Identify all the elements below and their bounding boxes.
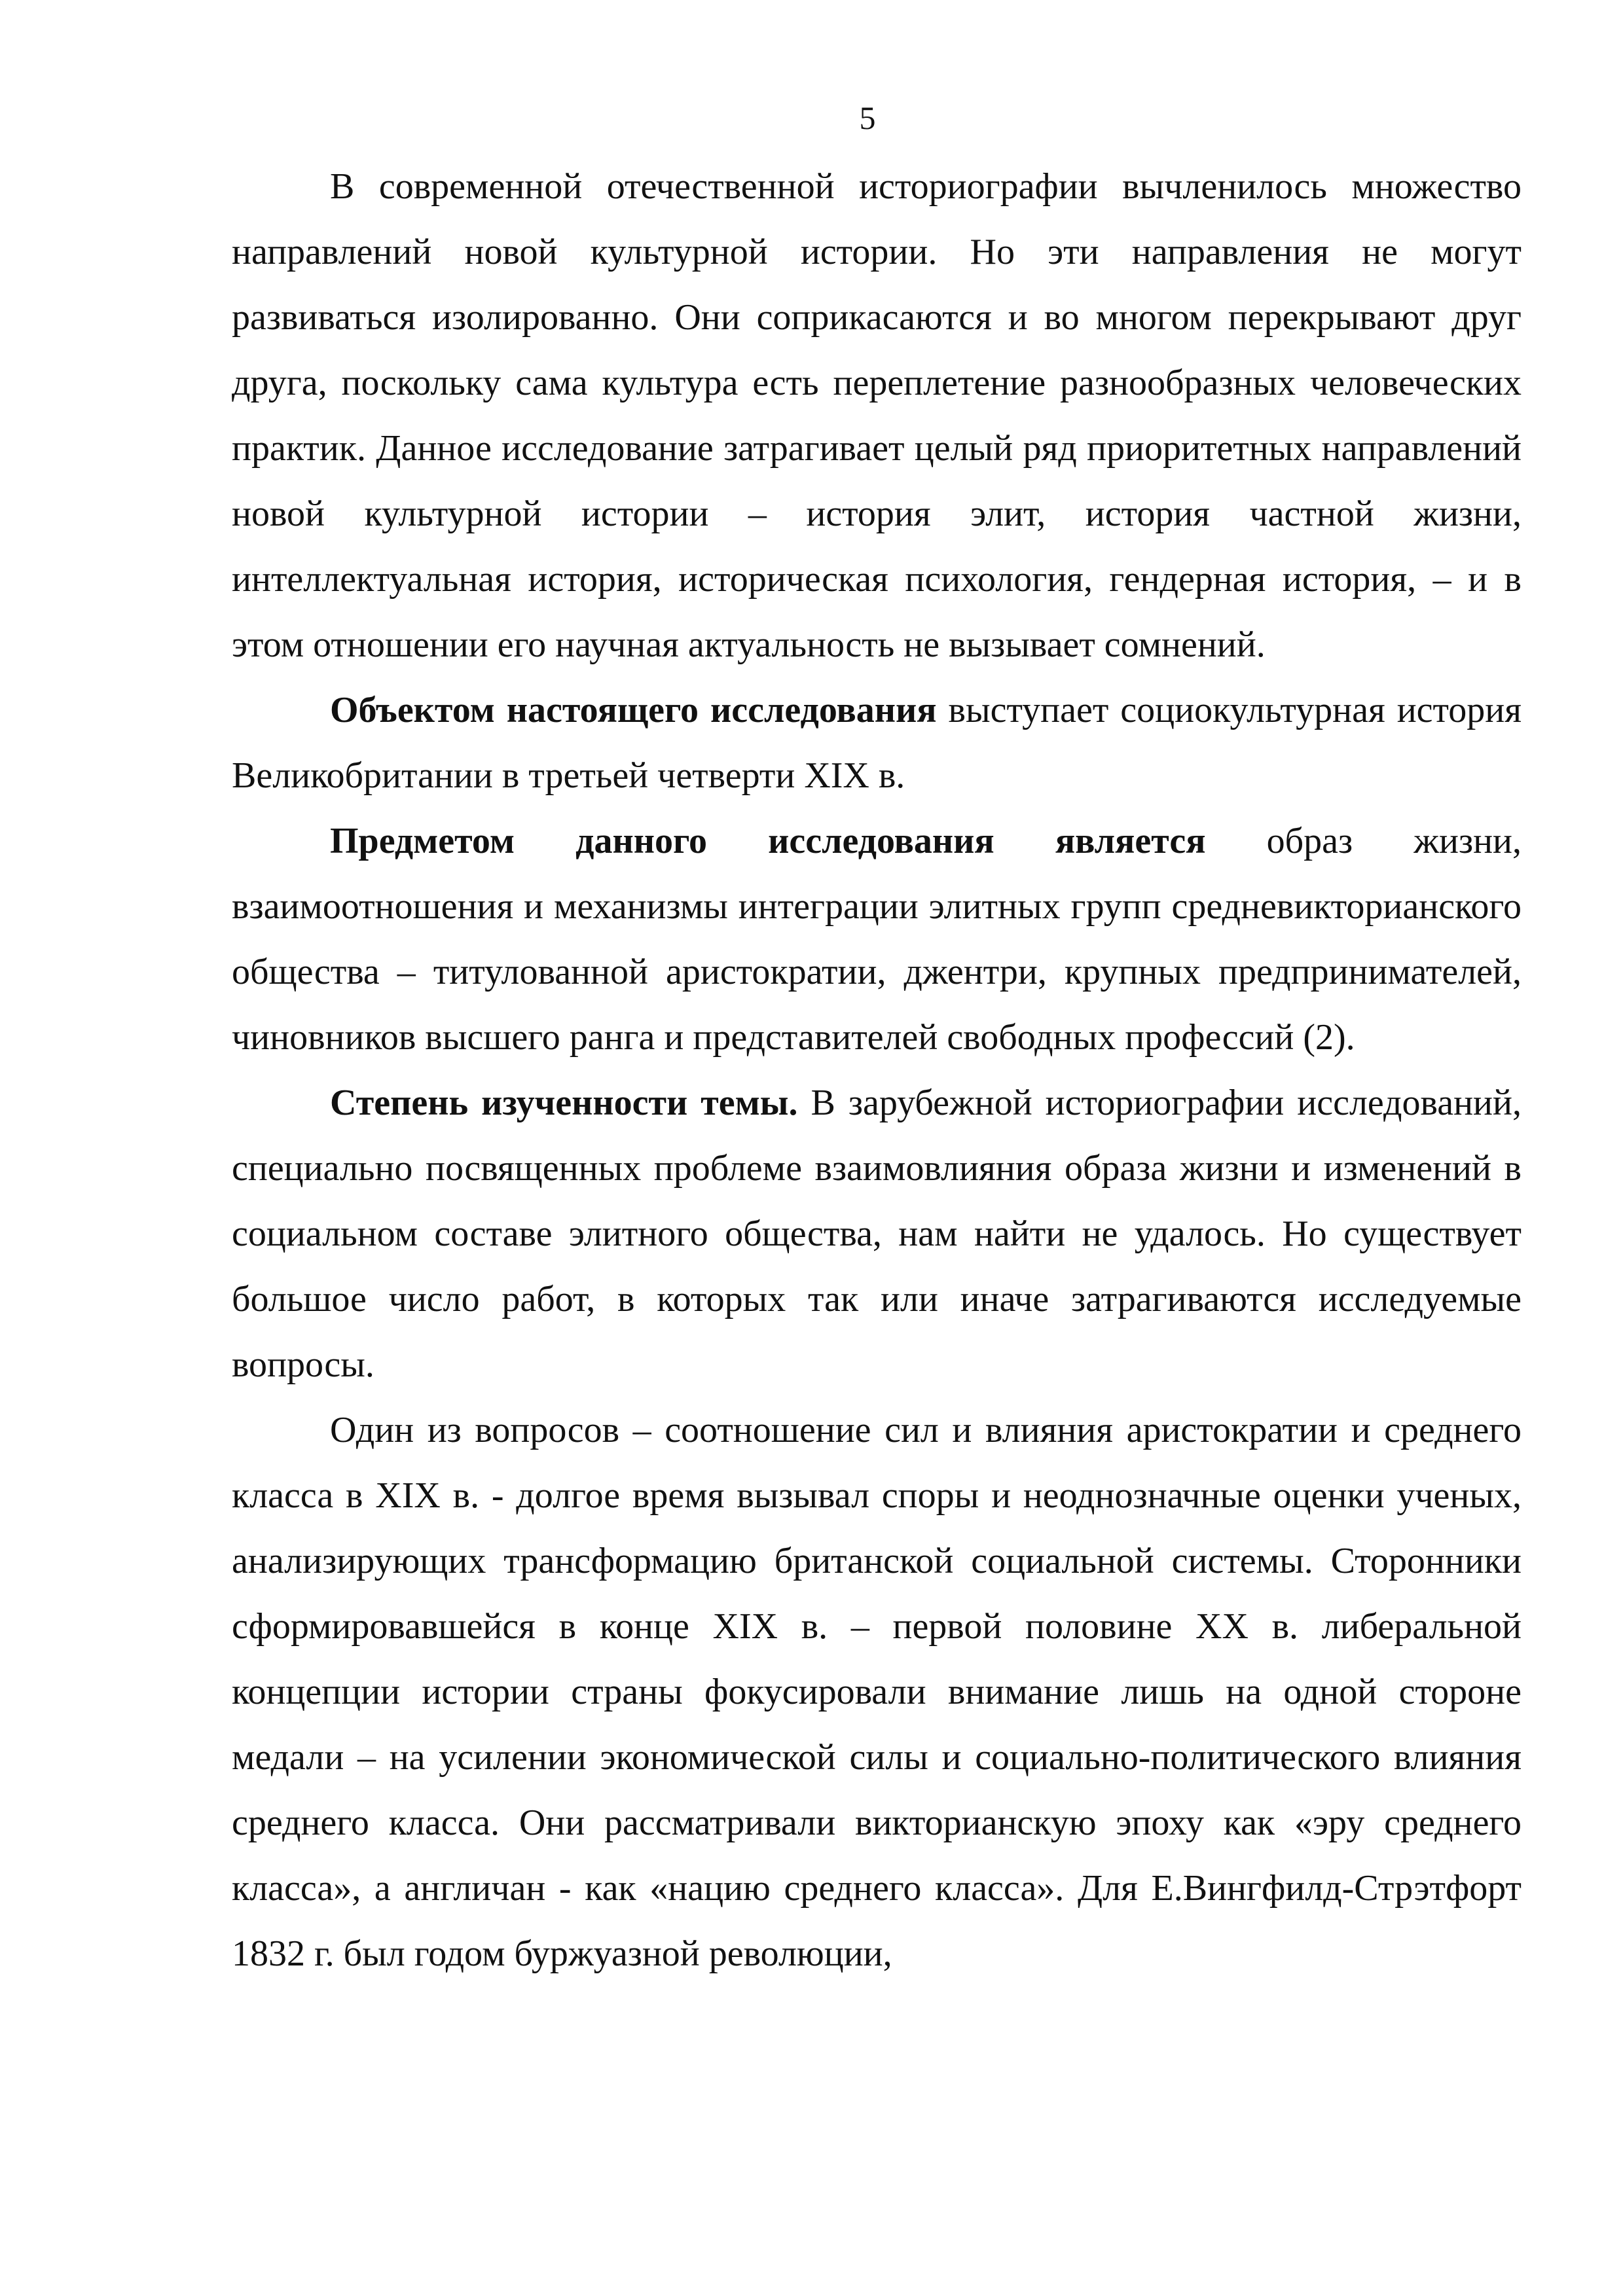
paragraph-lead: Предметом данного исследования является [330,821,1206,861]
paragraph-text: образ жизни, взаимоотношения и механизмы интеграции элитных групп средневикторианского общества – титулованной аристократии, джентри, крупных предпринимателей, чиновников высшего ранга и представителей свободных профессий (2). [232,821,1522,1058]
paragraph [232,677,1522,808]
body-text [232,154,1522,1986]
paragraph-text: В современной отечественной историографии вычленилось множество направлений новой культурной истории. Но эти направления не могут развиваться изолированно. Они соприкасаются и во многом перекрывают друг друга, поскольку сама культура есть переплетение разнообразных человеческих практик. Данное исследование затрагивает целый ряд приоритетных направлений новой культурной истории – история элит, история частной жизни, интеллектуальная история, историческая психология, гендерная история, – и в этом отношении его научная актуальность не вызывает сомнений. [232,166,1522,665]
paragraph-text: Один из вопросов – соотношение сил и влияния аристократии и среднего класса в XIX в. - долгое время вызывал споры и неоднозначные оценки ученых, анализирующих трансформацию британской социальной системы. Сторонники сформировавшейся в конце XIX в. – первой половине XX в. либеральной концепции истории страны фокусировали внимание лишь на одной стороне медали – на усилении экономической силы и социально-политического влияния среднего класса. Они рассматривали викторианскую эпоху как «эру среднего класса», а англичан - как «нацию среднего класса». Для Е.Вингфилд-Стрэтфорт 1832 г. был годом буржуазной революции, [232,1410,1522,1974]
paragraph-lead: Объектом настоящего исследования [330,690,937,730]
paragraph-lead: Степень изученности темы. [330,1083,798,1123]
paragraph [232,808,1522,1070]
paragraph-text: выступает социокультурная история Великобритании в третьей четверти XIX в. [232,690,1522,796]
paragraph [232,1070,1522,1397]
paragraph [232,154,1522,677]
page-number: 5 [859,99,876,136]
paragraph-text: В зарубежной историографии исследований, специально посвященных проблеме взаимовлияния образа жизни и изменений в социальном составе элитного общества, нам найти не удалось. Но существует большое число работ, в которых так или иначе затрагиваются исследуемые вопросы. [232,1083,1522,1385]
paragraph [232,1397,1522,1986]
